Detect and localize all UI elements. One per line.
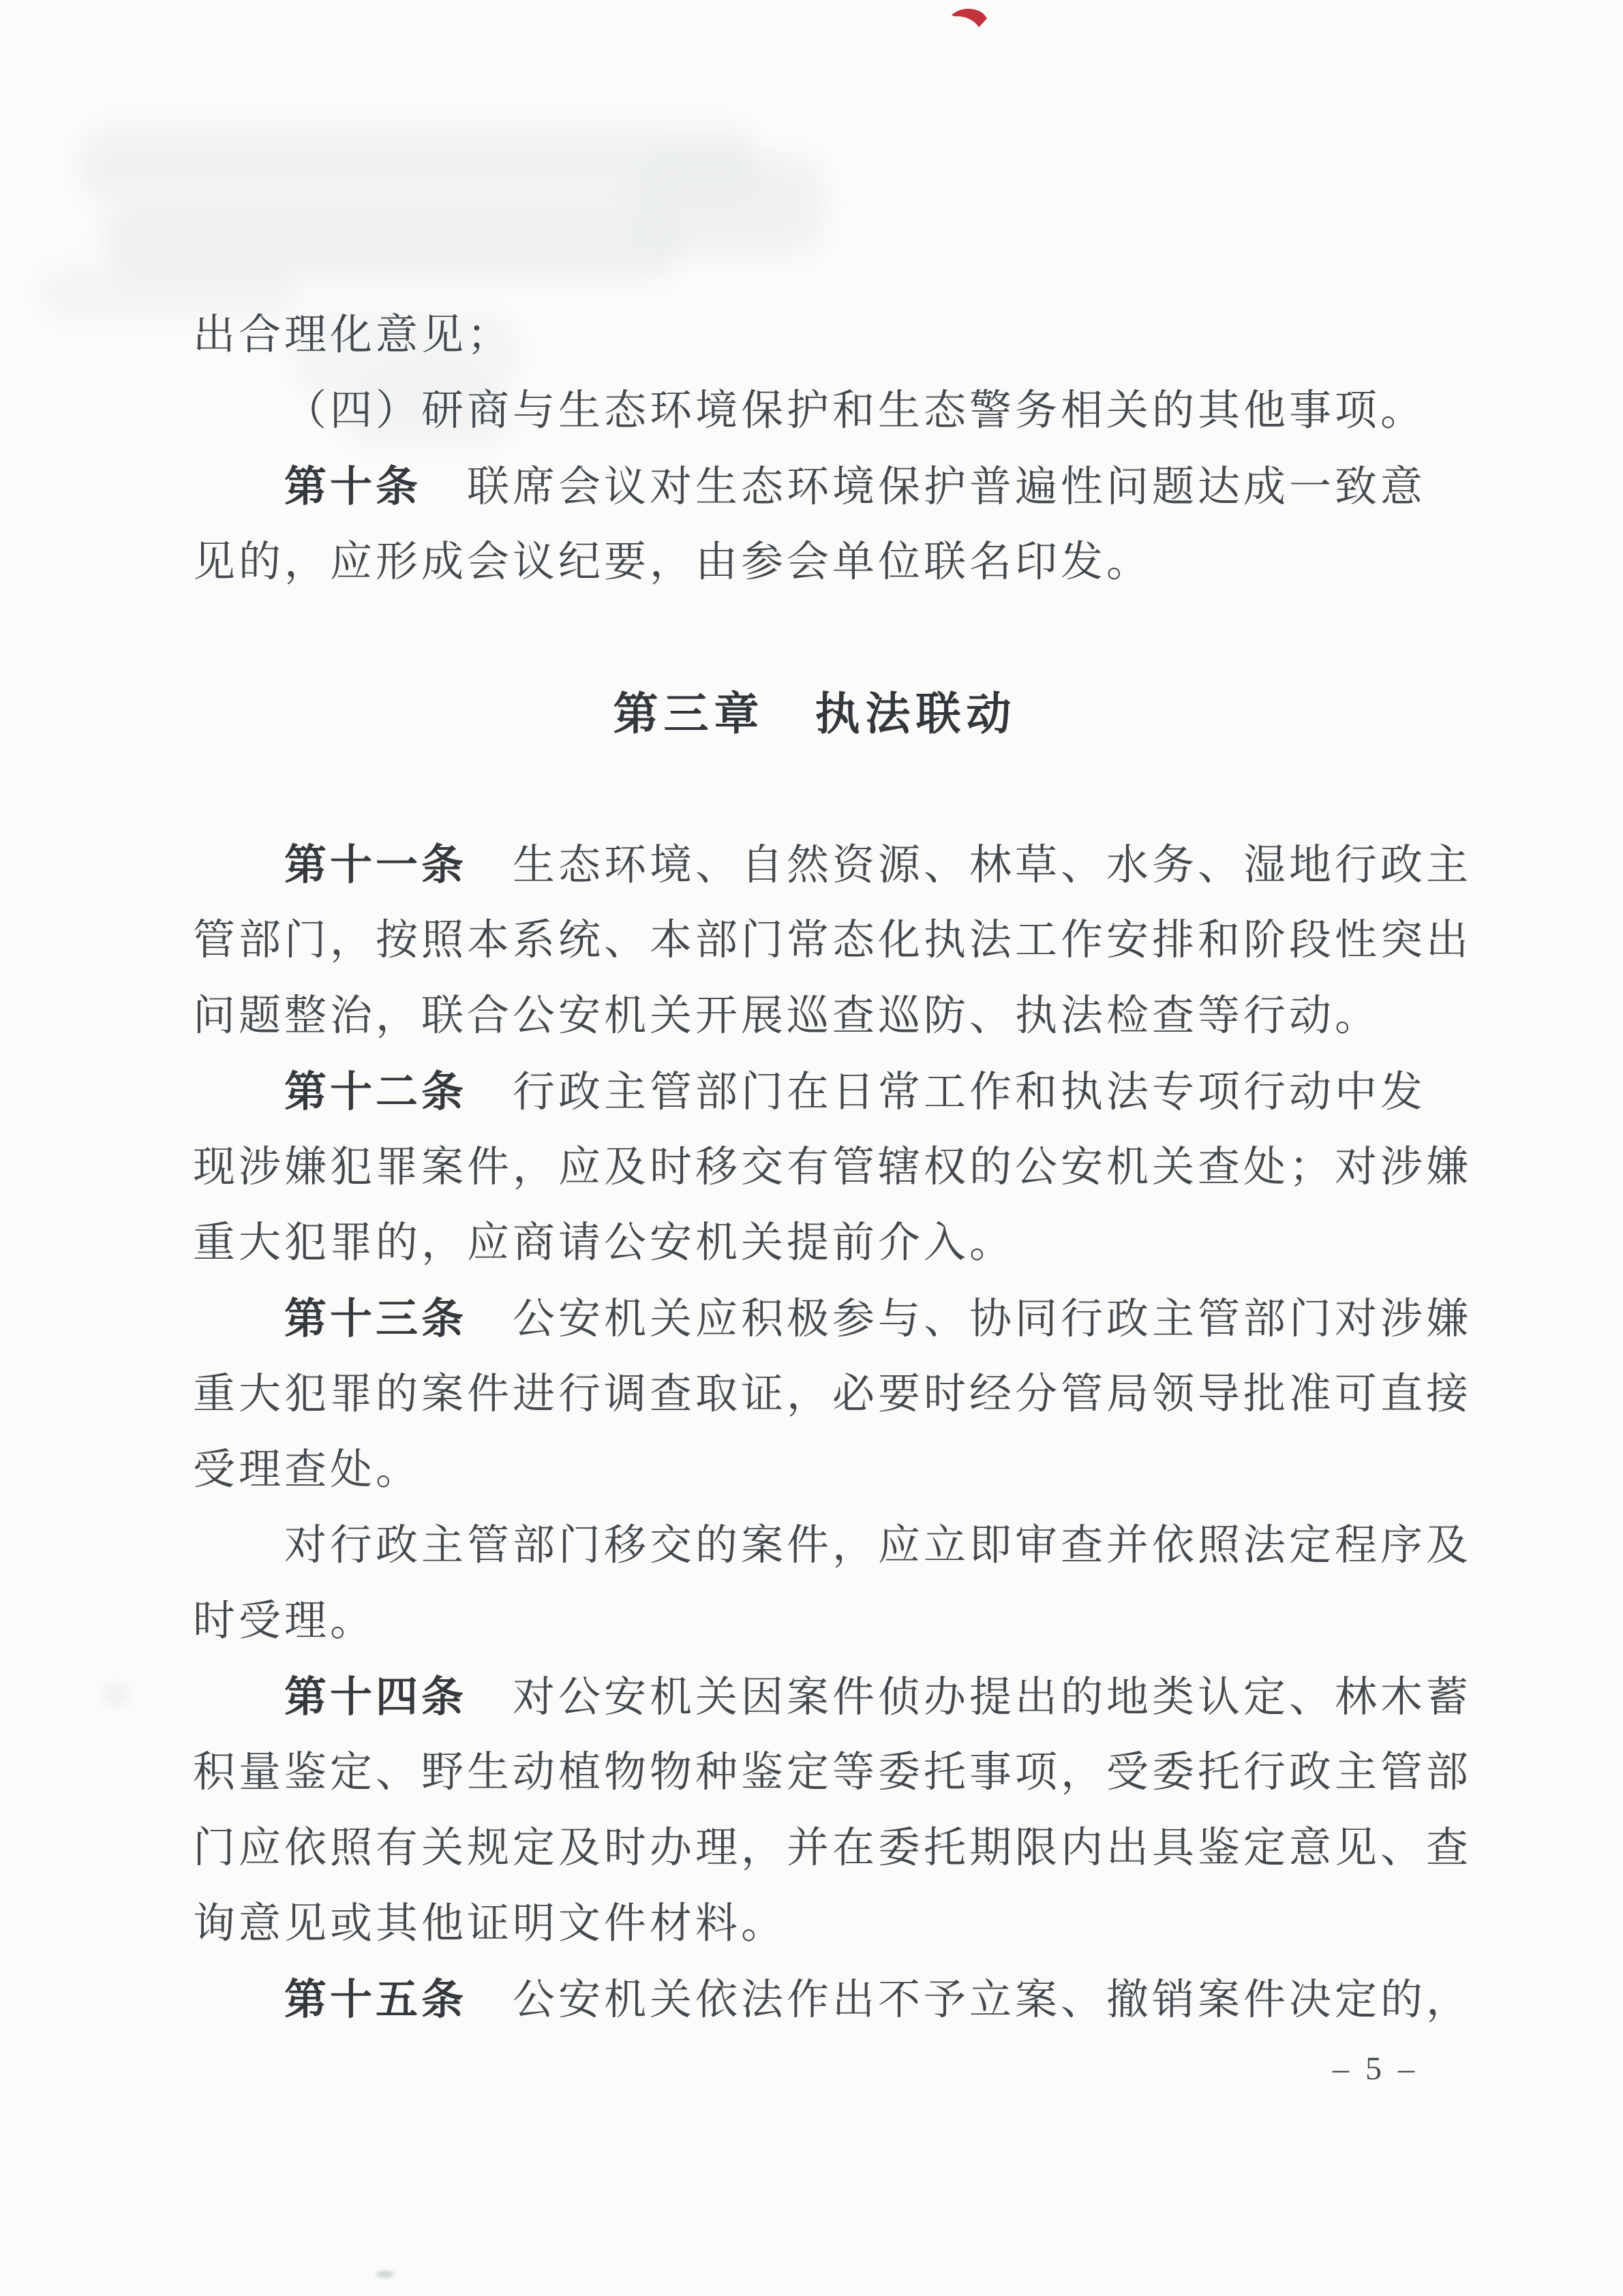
line-text: 受理查处。 (193, 1447, 422, 1493)
line-text: 管部门，按照本系统、本部门常态化执法工作安排和阶段性突出 (193, 917, 1472, 964)
text-line-11 (193, 1206, 1437, 1281)
line-text: 对行政主管部门移交的案件，应立即审查并依照法定程序及 (284, 1522, 1472, 1569)
text-line-14 (193, 1433, 1437, 1508)
text-block (193, 298, 1472, 2038)
text-line-1 (193, 298, 1437, 373)
line-text: 行政主管部门在日常工作和执法专项行动中发 (467, 1069, 1427, 1116)
text-line-4 (193, 525, 1437, 600)
line-text: 执法联动 (764, 688, 1017, 739)
article-number: 第十一条 (284, 842, 468, 889)
line-text: 公安机关应积极参与、协同行政主管部门对涉嫌 (467, 1296, 1472, 1343)
bleed-through-smudge (102, 201, 682, 279)
text-line-8 (193, 979, 1437, 1054)
text-line-16 (193, 1584, 1437, 1659)
article-number: 第十五条 (284, 1976, 468, 2023)
line-text: 联席会议对生态环境保护普遍性问题达成一致意 (421, 464, 1427, 510)
text-line-20 (193, 1886, 1437, 1962)
red-pen-mark-path (952, 9, 987, 27)
line-text: 重大犯罪的案件进行调查取证，必要时经分管局领导批准可直接 (193, 1371, 1472, 1418)
line-text: 出合理化意见； (193, 312, 513, 358)
text-line-15 (193, 1508, 1472, 1584)
line-text: 公安机关依法作出不予立案、撤销案件决定的， (467, 1977, 1472, 2023)
chapter-heading (193, 676, 1437, 752)
text-line-10 (193, 1130, 1472, 1206)
line-text: 时受理。 (193, 1598, 376, 1644)
line-text: 现涉嫌犯罪案件，应及时移交有管辖权的公安机关查处；对涉嫌 (193, 1144, 1472, 1191)
text-line-6 (193, 827, 1472, 903)
article-number: 第十条 (284, 463, 422, 510)
text-line-13 (193, 1357, 1472, 1433)
bleed-through-smudge (101, 1683, 131, 1706)
text-line-18 (193, 1735, 1472, 1811)
bleed-through-smudge (634, 153, 825, 256)
article-number: 第十二条 (284, 1069, 468, 1116)
text-line-2 (193, 373, 1437, 449)
line-text: 门应依照有关规定及时办理，并在委托期限内出具鉴定意见、查 (193, 1825, 1472, 1871)
line-text: 重大犯罪的，应商请公安机关提前介入。 (193, 1220, 1016, 1266)
text-line-7 (193, 903, 1472, 979)
chapter-number: 第三章 (613, 688, 765, 739)
article-number: 第十三条 (284, 1296, 468, 1343)
text-line-3 (193, 449, 1437, 525)
line-text: 询意见或其他证明文件材料。 (193, 1901, 787, 1947)
line-text: 积量鉴定、野生动植物物种鉴定等委托事项，受委托行政主管部 (193, 1749, 1472, 1796)
text-line-21 (193, 1962, 1472, 2038)
line-text: 生态环境、自然资源、林草、水务、湿地行政主 (467, 842, 1472, 889)
scan-speck (376, 2271, 394, 2278)
line-text: 问题整治，联合公安机关开展巡查巡防、执法检查等行动。 (193, 993, 1381, 1039)
red-pen-mark-icon (951, 7, 988, 29)
line-text: （四）研商与生态环境保护和生态警务相关的其他事项。 (284, 388, 1427, 434)
page-number: – 5 – (1333, 2051, 1419, 2087)
line-text: 见的，应形成会议纪要，由参会单位联名印发。 (193, 539, 1153, 585)
text-line-19 (193, 1811, 1472, 1886)
article-number: 第十四条 (284, 1674, 468, 1721)
text-line-17 (193, 1659, 1472, 1735)
line-text: 对公安机关因案件侦办提出的地类认定、林木蓄 (467, 1674, 1472, 1721)
text-line-12 (193, 1281, 1472, 1357)
text-line-9 (193, 1054, 1437, 1130)
